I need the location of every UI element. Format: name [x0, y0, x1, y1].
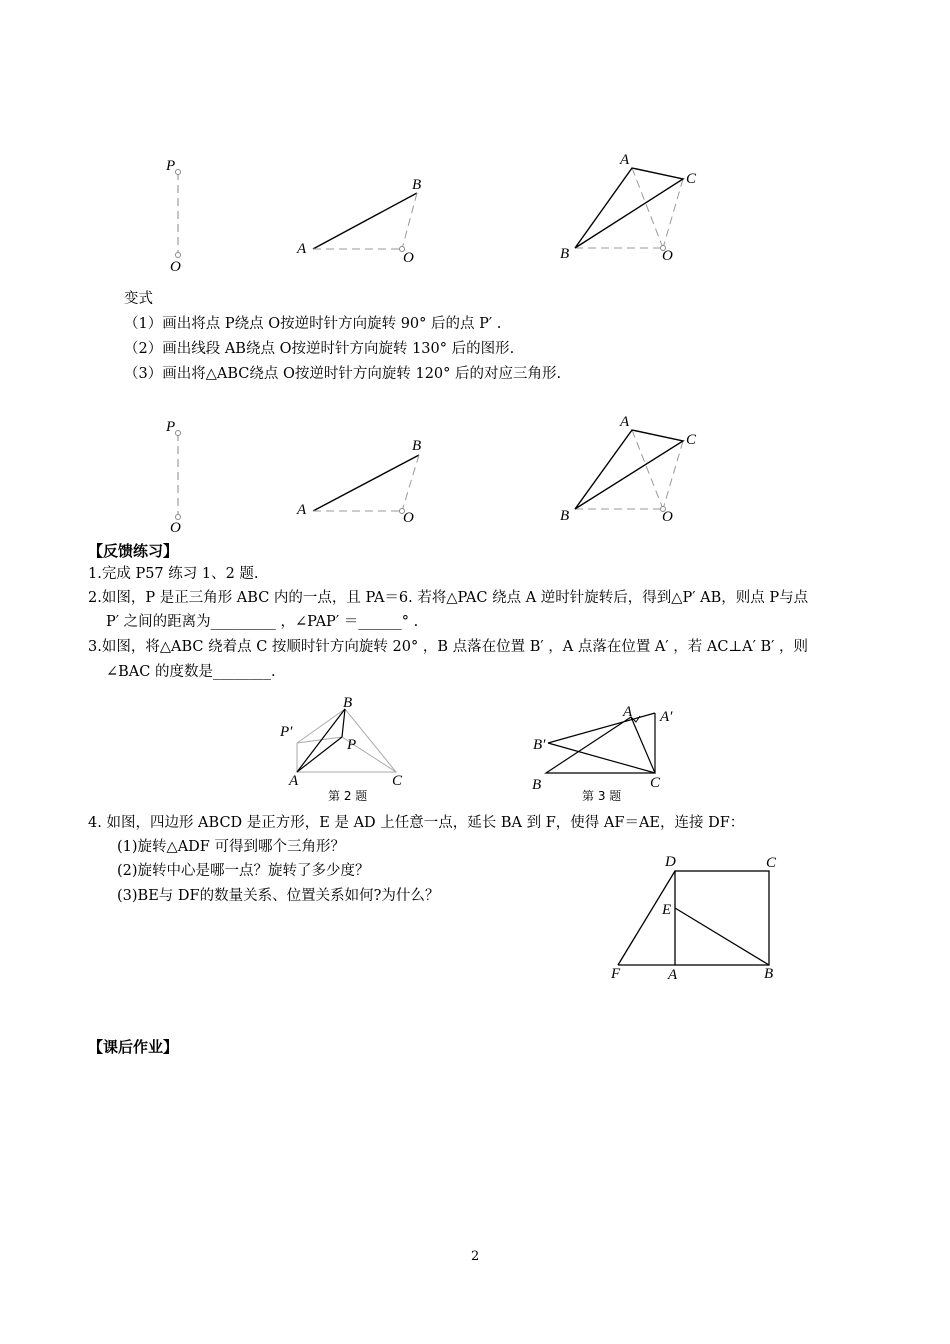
svg-text:B: B — [560, 508, 570, 524]
figure-rotate-triangle-2 — [560, 414, 697, 525]
figure-rotate-segment-2 — [296, 438, 421, 526]
page-number: 2 — [471, 1249, 480, 1264]
question-4-sub-2: (2)旋转中心是哪一点？旋转了多少度？ — [117, 863, 370, 879]
svg-text:A: A — [297, 502, 307, 518]
svg-text:P′: P′ — [280, 724, 293, 740]
svg-text:P: P — [166, 419, 176, 435]
svg-text:B: B — [412, 438, 422, 454]
svg-text:O: O — [170, 259, 181, 275]
svg-text:F: F — [611, 966, 621, 982]
variant-item-1: （1）画出将点 P绕点 O按逆时针方向旋转 90° 后的点 P′ . — [124, 316, 502, 332]
svg-text:P: P — [347, 737, 357, 753]
question-1: 1.完成 P57 练习 1、2 题. — [88, 566, 259, 582]
svg-text:A′: A′ — [660, 709, 673, 725]
question-2-line-1: 2.如图，P 是正三角形 ABC 内的一点，且 PA＝6. 若将△PAC 绕点 A 逆时针旋转后，得到△P′ AB，则点 P与点 — [88, 590, 809, 606]
svg-text:P: P — [166, 158, 176, 174]
svg-text:第 2 题: 第 2 题 — [328, 789, 368, 803]
figure-question-3 — [532, 704, 673, 803]
svg-text:O: O — [662, 248, 673, 264]
figure-rotate-triangle-1 — [560, 152, 697, 264]
svg-text:B: B — [764, 966, 774, 982]
svg-text:D: D — [665, 854, 676, 870]
svg-text:E: E — [662, 902, 672, 918]
svg-text:C: C — [686, 432, 697, 448]
svg-text:C: C — [766, 855, 777, 871]
variant-item-3: （3）画出将△ABC绕点 O按逆时针方向旋转 120° 后的对应三角形. — [124, 366, 562, 382]
svg-text:B: B — [532, 777, 542, 793]
question-4-sub-1: (1)旋转△ADF 可得到哪个三角形？ — [117, 839, 345, 855]
svg-text:C: C — [392, 773, 403, 789]
figure-rotate-segment-1 — [296, 177, 421, 266]
question-4-sub-3: (3)BE与 DF的数量关系、位置关系如何?为什么？ — [117, 888, 440, 904]
question-3-line-2: ∠BAC 的度数是________. — [106, 664, 276, 680]
svg-text:B: B — [343, 695, 353, 711]
question-3-line-1: 3.如图，将△ABC 绕着点 C 按顺时针方向旋转 20° ，B 点落在位置 B′ ，A 点落在位置 A′ ，若 AC⊥A′ B′ ，则 — [88, 639, 809, 655]
svg-text:O: O — [170, 520, 181, 536]
svg-text:B: B — [560, 246, 570, 262]
feedback-heading: 【反馈练习】 — [88, 542, 179, 560]
svg-text:C: C — [650, 775, 661, 791]
question-4-intro: 4. 如图，四边形 ABCD 是正方形，E 是 AD 上任意一点，延长 BA 到 F，使得 AF＝AE，连接 DF： — [88, 815, 745, 831]
svg-text:O: O — [662, 509, 673, 525]
svg-text:A: A — [297, 241, 307, 257]
svg-text:C: C — [686, 171, 697, 187]
question-2-line-2: P′ 之间的距离为_________ ，∠PAP′ ＝______° . — [106, 614, 419, 630]
svg-text:O: O — [403, 250, 414, 266]
svg-text:A: A — [620, 152, 630, 168]
svg-text:A: A — [289, 773, 299, 789]
svg-text:A: A — [623, 704, 633, 720]
svg-text:O: O — [403, 510, 414, 526]
variant-title: 变式 — [124, 291, 153, 307]
svg-text:A: A — [668, 967, 678, 983]
figure-question-4 — [610, 854, 777, 983]
figure-rotate-point-2 — [165, 419, 181, 536]
svg-text:B′: B′ — [533, 737, 546, 753]
variant-item-2: （2）画出线段 AB绕点 O按逆时针方向旋转 130° 后的图形. — [124, 341, 515, 357]
svg-text:B: B — [412, 177, 422, 193]
svg-text:第 3 题: 第 3 题 — [582, 789, 622, 803]
svg-text:A: A — [620, 414, 630, 430]
figure-rotate-point-1 — [165, 158, 181, 275]
figure-question-2 — [279, 695, 403, 803]
homework-heading: 【课后作业】 — [88, 1038, 179, 1056]
